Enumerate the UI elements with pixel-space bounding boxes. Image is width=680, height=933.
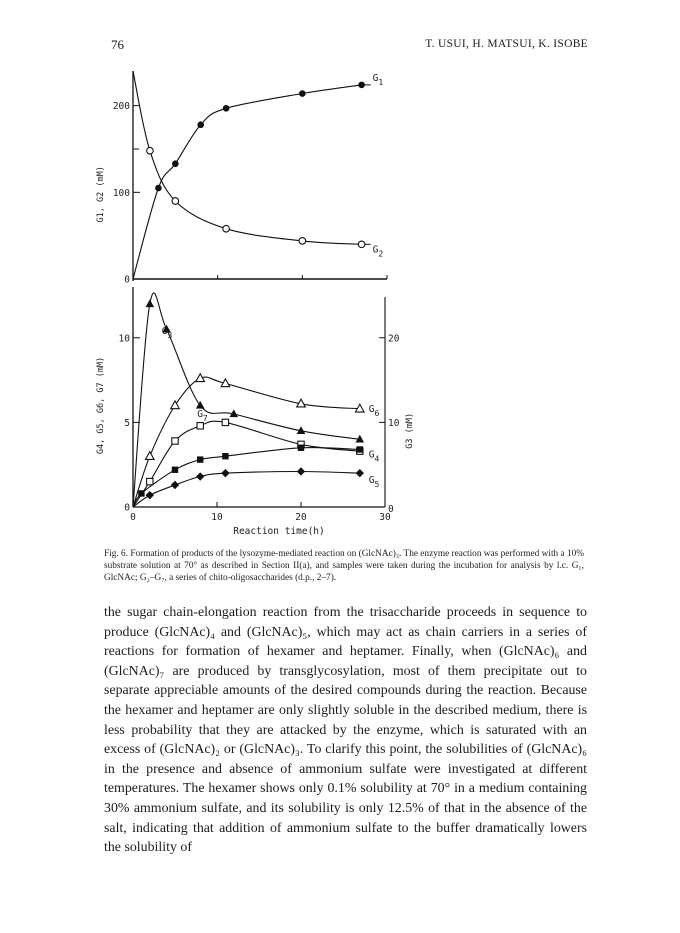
bottom-x-tick-label: 30 [379, 512, 391, 523]
data-point-g6 [171, 401, 180, 409]
bottom-x-tick-label: 10 [211, 512, 223, 523]
body-paragraph: the sugar chain-elongation reaction from the trisaccharide proceeds in sequence to produce (GlcNAc)₄ and (GlcNAc)₅, which may act as chain carriers in a series of reactions for formation of hexamer and heptamer. Finally, when (GlcNAc)₆ and (GlcNAc)₇ are produced by transglycosylation, most of them precipitate out to separate appreciable amounts of the desired compounds during the reaction. Because the hexamer and heptamer are only slightly soluble in the described medium, there is less probability that they are attacked by the enzyme, which is saturated with an excess of (GlcNAc)₂ or (GlcNAc)₃. To clarify this point, the solubilities of (GlcNAc)₆ in the presence and absence of ammonium sulfate were investigated at different temperatures. The hexamer shows only 0.1% solubility at 70° in a medium containing 30% ammonium sulfate, and its solubility is only 12.5% of that in the absence of the salt, indicating that addition of ammonium sulfate to the buffer dramatically lowers the solubility of [104, 605, 587, 856]
data-point-g2 [299, 238, 306, 245]
data-point-g1 [197, 121, 204, 128]
figure-caption: Fig. 6. Formation of products of the lysozyme-mediated reaction on (GlcNAc)₃. The enzyme reaction was performed with a 10% substrate solution at 70° as described in Section II(a), and samples were taken during the incubation for analysis by l.c. G₁, GlcNAc; G₂–G₇, a series of chito-oligosaccharides (d.p., 2–7). [104, 549, 584, 584]
data-point-g1 [223, 105, 230, 112]
data-point-g2 [147, 147, 154, 154]
bottom-y-axis-label: G4, G5, G6, G7 (mM) [96, 356, 106, 455]
bottom-y-tick-label: 0 [124, 502, 130, 514]
data-point-g2 [358, 241, 365, 248]
data-point-g5 [297, 467, 305, 475]
data-point-g4 [197, 456, 203, 462]
series-label-g3: $G_3$ [161, 325, 173, 340]
data-point-g2 [223, 225, 230, 232]
data-point-g4 [298, 445, 304, 451]
top-y-axis-label: G1, G2 (mM) [96, 166, 106, 223]
series-line-g5 [133, 472, 360, 508]
bottom-y2-tick-label: 0 [388, 504, 394, 515]
bottom-x-tick-label: 0 [130, 512, 136, 523]
data-point-g5 [146, 491, 154, 499]
series-label-g2: $G_2$ [372, 244, 384, 259]
page-number: 76 [111, 37, 124, 52]
bottom-y-tick-label: 5 [124, 417, 130, 429]
series-label-g1: $G_1$ [372, 72, 384, 87]
bottom-panel [96, 287, 415, 537]
data-point-g1 [358, 82, 365, 89]
bottom-y2-tick-label: 10 [388, 417, 400, 429]
top-panel [96, 71, 387, 286]
data-point-g1 [172, 160, 179, 167]
series-line-g1 [133, 85, 362, 279]
data-point-g7 [147, 478, 153, 484]
series-label-g5: $G_5$ [368, 475, 380, 490]
data-point-g5 [171, 481, 179, 489]
data-point-g4 [222, 453, 228, 459]
data-point-g2 [172, 198, 179, 205]
data-point-g1 [155, 185, 162, 192]
series-label-g4: $G_4$ [368, 449, 380, 464]
data-point-g5 [196, 472, 204, 480]
bottom-y-tick-label: 10 [118, 333, 130, 345]
data-point-g4 [357, 446, 363, 452]
data-point-g7 [172, 438, 178, 444]
data-point-g7 [197, 423, 203, 429]
top-y-tick-label: 200 [112, 101, 130, 113]
x-axis-label: Reaction time(h) [233, 526, 325, 537]
data-point-g4 [172, 467, 178, 473]
series-label-g7: $G_7$ [197, 408, 208, 423]
top-y-tick-label: 100 [112, 187, 130, 199]
bottom-y2-axis-label: G3 (mM) [405, 412, 415, 449]
series-line-g7 [133, 421, 360, 507]
body-text [104, 603, 587, 858]
data-point-g1 [299, 90, 306, 97]
data-point-g5 [356, 469, 364, 477]
data-point-g3 [146, 299, 155, 307]
data-point-g5 [221, 469, 229, 477]
series-line-g4 [133, 447, 360, 507]
data-point-g6 [146, 452, 155, 460]
series-line-g2 [133, 71, 362, 244]
running-header-authors: T. USUI, H. MATSUI, K. ISOBE [425, 38, 588, 50]
data-point-g7 [222, 419, 228, 425]
bottom-y2-tick-label: 20 [388, 333, 400, 345]
data-point-g4 [138, 490, 144, 496]
top-y-tick-label: 0 [124, 274, 130, 286]
data-point-g3 [196, 401, 205, 409]
bottom-x-tick-label: 20 [295, 512, 307, 523]
series-label-g6: $G_6$ [368, 403, 380, 418]
